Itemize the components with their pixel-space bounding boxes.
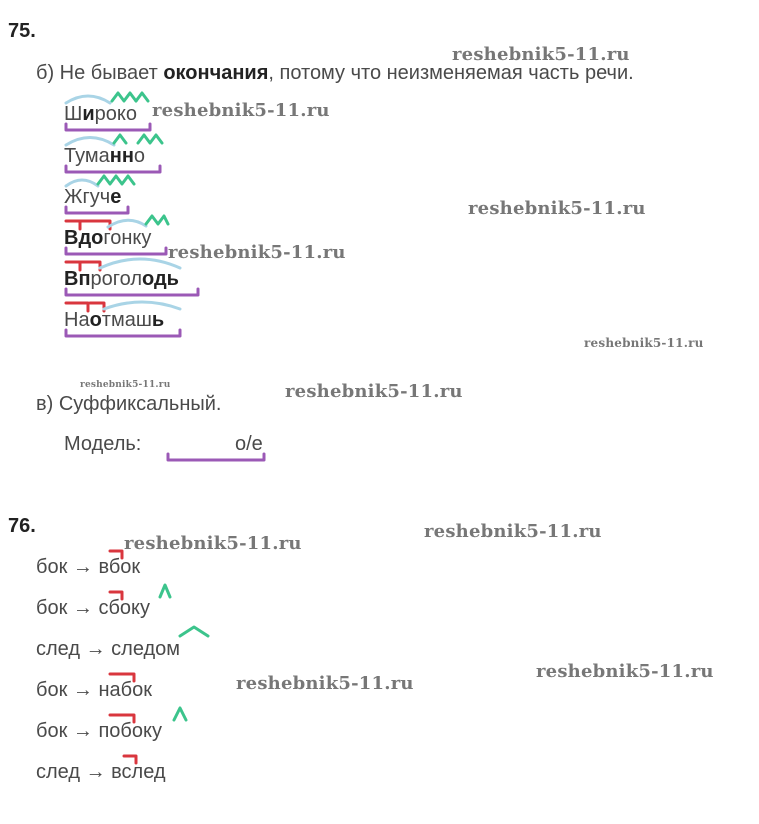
- watermark: reshebnik5-11.ru: [584, 336, 704, 350]
- suffix-mark: [98, 176, 134, 184]
- pair-to: вслед: [111, 761, 166, 783]
- paragraph-b-rest: , потому что неизменяемая часть речи.: [268, 62, 634, 84]
- watermark: reshebnik5-11.ru: [168, 242, 346, 263]
- prefix-mark: [110, 551, 122, 558]
- base-bracket: [66, 330, 180, 336]
- word-part-bold: Вп: [64, 268, 91, 290]
- suffix-mark: [174, 708, 186, 720]
- root-arc: [66, 180, 98, 186]
- paragraph-v: в) Суффиксальный.: [36, 393, 222, 415]
- arrow-icon: →: [72, 597, 93, 619]
- prefix-mark: [110, 592, 122, 599]
- arrow-icon: →: [85, 761, 106, 783]
- watermark: reshebnik5-11.ru: [536, 661, 714, 682]
- pair-to: набок: [98, 679, 152, 701]
- watermark: reshebnik5-11.ru: [152, 100, 330, 121]
- base-bracket: [66, 248, 166, 254]
- exercise-number-75: 75.: [8, 20, 36, 42]
- base-bracket: [66, 166, 160, 172]
- watermark: reshebnik5-11.ru: [424, 521, 602, 542]
- pair-from: бок: [36, 720, 68, 742]
- root-arc: [108, 220, 146, 227]
- pair-to: вбок: [98, 556, 141, 578]
- watermark: reshebnik5-11.ru: [452, 44, 630, 65]
- model-label: Модель:: [64, 433, 142, 455]
- watermark: reshebnik5-11.ru: [124, 533, 302, 554]
- prefix-mark: [66, 303, 88, 311]
- prefix-mark: [66, 221, 110, 229]
- arrow-icon: →: [72, 556, 93, 578]
- pair-from: бок: [36, 556, 68, 578]
- pair-from: след: [36, 638, 81, 660]
- pair-to: сбоку: [98, 597, 151, 619]
- base-bracket: [66, 124, 150, 130]
- suffix-mark: [114, 135, 126, 143]
- pair-to: следом: [111, 638, 181, 660]
- prefix-mark: [90, 303, 104, 311]
- base-bracket: [66, 207, 128, 213]
- word-part-bold: о: [89, 309, 102, 331]
- word-part: о: [133, 145, 146, 167]
- prefix-mark: [110, 674, 134, 681]
- watermark: reshebnik5-11.ru: [236, 673, 414, 694]
- watermark: reshebnik5-11.ru: [468, 198, 646, 219]
- word-part-bold: одь: [142, 268, 179, 290]
- word-part: На: [64, 309, 90, 331]
- arrow-icon: →: [72, 720, 93, 742]
- word-part-bold: нн: [109, 145, 134, 167]
- pair-from: бок: [36, 679, 68, 701]
- base-bracket: [66, 289, 198, 295]
- pair-from: бок: [36, 597, 68, 619]
- root-arc: [66, 138, 114, 146]
- exercise-number-76: 76.: [8, 515, 36, 537]
- arrow-icon: →: [72, 679, 93, 701]
- suffix-mark: [112, 93, 136, 101]
- model-value: о/е: [235, 433, 263, 455]
- suffix-mark: [160, 585, 170, 597]
- word-part: гонку: [103, 227, 152, 249]
- prefix-mark: [66, 262, 100, 270]
- pair-to: побоку: [98, 720, 162, 742]
- word-part: тмаш: [101, 309, 152, 331]
- pair-from: след: [36, 761, 81, 783]
- word-part: Тума: [64, 145, 110, 167]
- word-part-bold: и: [82, 103, 95, 125]
- word-part: рогол: [90, 268, 142, 290]
- word-part: роко: [94, 103, 137, 125]
- root-arc: [66, 96, 110, 103]
- paragraph-b-prefix: б) Не бывает: [36, 62, 164, 84]
- suffix-mark: [146, 216, 168, 224]
- arrow-icon: →: [85, 638, 106, 660]
- prefix-mark: [110, 715, 134, 722]
- watermark: reshebnik5-11.ru: [285, 381, 463, 402]
- word-part: Ш: [64, 103, 83, 125]
- watermark: reshebnik5-11.ru: [80, 380, 171, 390]
- prefix-mark: [124, 756, 136, 763]
- suffix-mark: [136, 93, 148, 101]
- word-part: Жгуч: [64, 186, 111, 208]
- word-part-bold: ь: [151, 309, 165, 331]
- root-arc: [104, 302, 180, 309]
- word-part-bold: Вдо: [64, 227, 104, 249]
- suffix-mark: [138, 135, 162, 143]
- word-part-bold: е: [110, 186, 122, 208]
- base-bracket: [168, 454, 264, 460]
- suffix-mark: [180, 627, 208, 636]
- paragraph-b-bold: окончания: [163, 62, 269, 84]
